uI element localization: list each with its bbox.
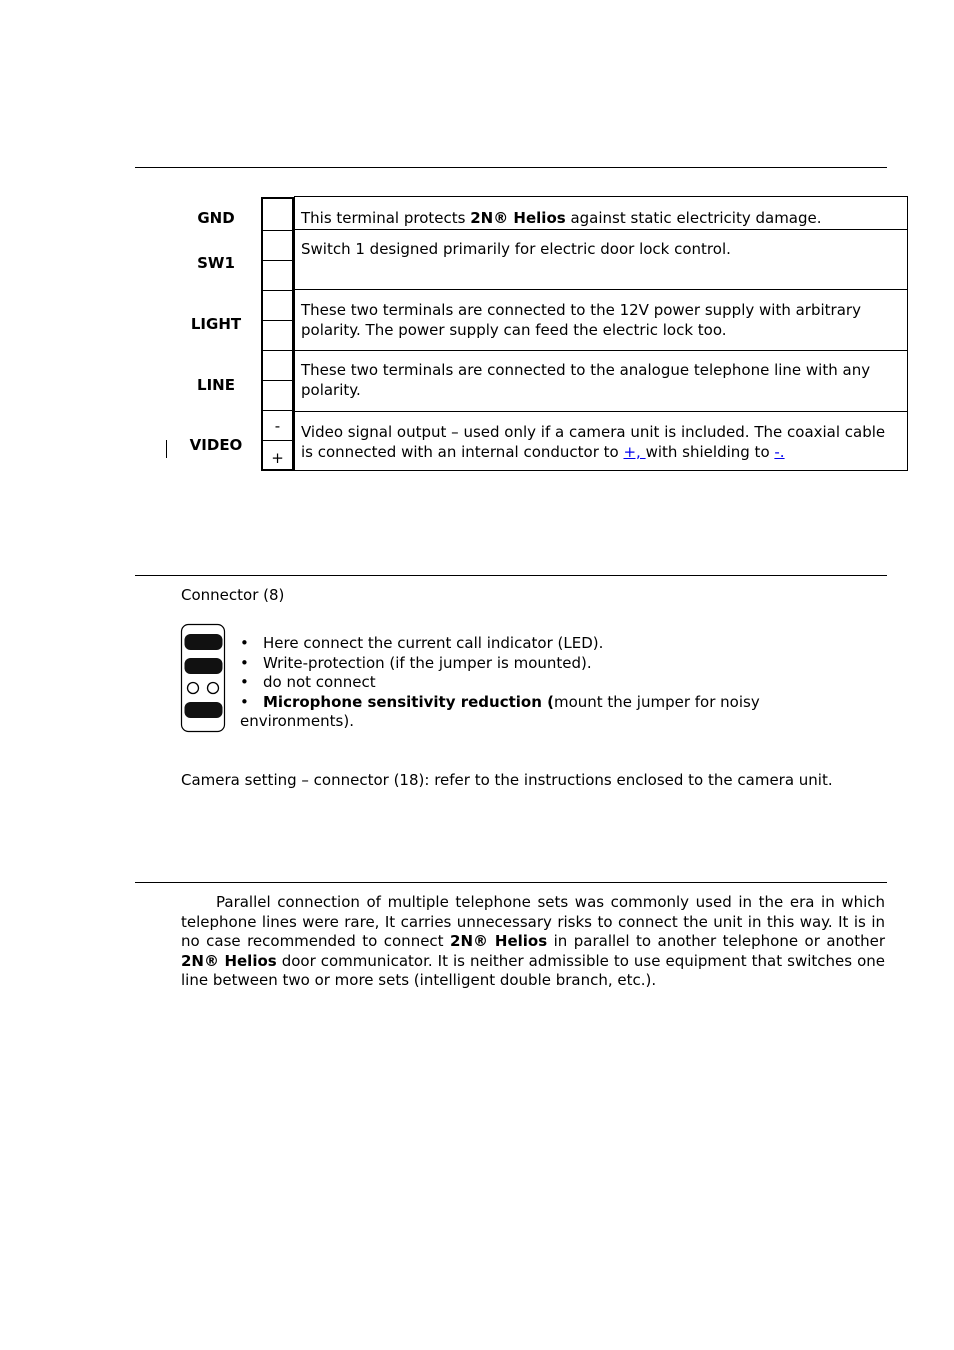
list-item-bold: Microphone sensitivity reduction ( <box>263 692 554 711</box>
bullet-glyph: • <box>240 673 249 691</box>
connector-jumper-list <box>240 634 840 732</box>
section-rule-top <box>135 167 887 168</box>
list-item <box>240 654 840 674</box>
terminal-desc-video <box>294 411 908 471</box>
terminal-cell <box>263 260 292 290</box>
bullet-glyph: • <box>240 692 249 711</box>
terminal-label-sw1: SW1 <box>197 254 235 272</box>
camera-setting-text: Camera setting – connector (18): refer to the instructions enclosed to the camera unit. <box>181 771 833 789</box>
paragraph-text: in parallel to another telephone or another <box>547 932 885 950</box>
list-item <box>240 693 840 713</box>
terminal-cell <box>263 290 292 320</box>
link-plus[interactable]: +, <box>623 443 646 461</box>
brand-name: 2N® Helios <box>450 932 548 950</box>
bullet-glyph: • <box>240 634 249 652</box>
terminal-cell <box>263 350 292 380</box>
terminal-strip <box>261 197 295 471</box>
brand-name: 2N® Helios <box>181 951 277 970</box>
bullet-glyph: • <box>240 653 249 672</box>
terminal-cell <box>263 320 292 350</box>
desc-text: This terminal protects <box>301 209 471 227</box>
list-item-text: Write-protection (if the jumper is mounted). <box>263 653 592 672</box>
terminal-label-line: LINE <box>197 376 235 394</box>
terminal-desc-sw1: Switch 1 designed primarily for electric door lock control. <box>294 229 908 289</box>
list-item <box>240 673 840 693</box>
terminal-cell-minus: - <box>263 410 292 440</box>
desc-text: against static electricity damage. <box>565 209 822 227</box>
section-rule-middle <box>135 575 887 576</box>
brand-name: 2N® Helios <box>470 209 566 227</box>
jumper-connector-icon <box>180 623 228 735</box>
terminal-desc-gnd <box>294 196 908 229</box>
terminal-cell <box>263 230 292 260</box>
list-item-continuation: environments). <box>240 712 354 730</box>
parallel-connection-paragraph <box>181 893 885 991</box>
terminal-label-light: LIGHT <box>190 315 242 333</box>
terminal-label-video: VIDEO <box>189 436 243 454</box>
desc-text: with shielding to <box>645 443 775 461</box>
list-item <box>240 634 840 654</box>
terminal-desc-light: These two terminals are connected to the 12V power supply with arbitrary polarity. The power supply can feed the electric lock too. <box>294 289 908 350</box>
terminal-label-gnd: GND <box>197 209 235 227</box>
terminal-desc-line: These two terminals are connected to the analogue telephone line with any polarity. <box>294 350 908 411</box>
connector-title: Connector (8) <box>181 586 285 604</box>
desc-text: Video signal output – used only if a camera unit is included. The coaxial cable is connected with an internal conductor to <box>301 423 886 461</box>
list-item-text: do not connect <box>263 673 376 691</box>
paragraph-text: door communicator. It is neither admissible to use equipment that switches one line between two or more sets (intelligent double branch, etc.). <box>181 951 885 989</box>
terminal-cell <box>263 380 292 410</box>
link-minus[interactable]: -. <box>774 443 785 461</box>
list-item-text: Here connect the current call indicator (LED). <box>263 634 604 652</box>
terminal-cell-plus: + <box>263 440 292 471</box>
paragraph-text: Parallel connection of multiple telephone sets was commonly used in the era in which telephone lines were rare, It carries unnecessary risks to connect the unit in this way. It is in no case recommended to connect <box>181 893 885 950</box>
section-rule-bottom <box>135 882 887 883</box>
list-item-text: mount the jumper for noisy <box>553 692 760 711</box>
